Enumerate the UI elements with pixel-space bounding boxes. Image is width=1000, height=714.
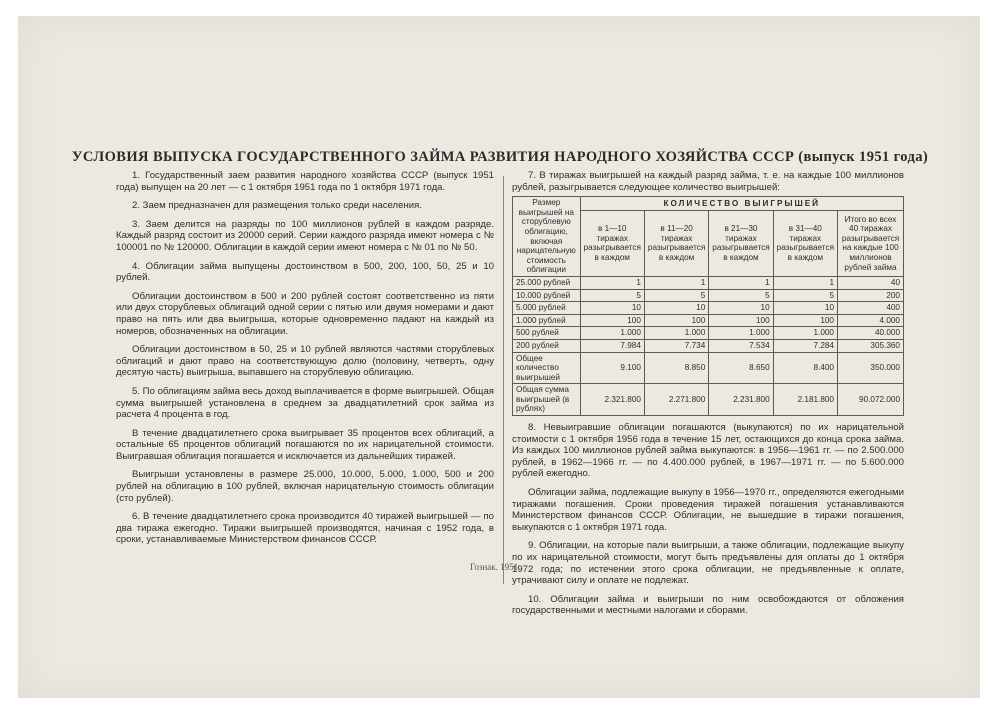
paragraph-9: 9. Облигации, на которые пали выигрыши, а также облигации, подлежащие выкупу по их нарицательной стоимости, могут быть предъявлены для оплаты до 1 октября 1972 года; по истечении этого срока облигации, не предъявленные к оплате, утрачивают силу и оплате не подлежат. bbox=[512, 540, 904, 587]
table-cell: 2.321.800 bbox=[580, 384, 644, 416]
printer-imprint: Гознак. 1951. bbox=[470, 562, 521, 572]
column-header: в 1—10 тиражах разыгрывается в каждом bbox=[580, 210, 644, 276]
table-cell: 5 bbox=[644, 289, 708, 302]
table-cell: 1.000 bbox=[580, 327, 644, 340]
table-cell: 1.000 bbox=[709, 327, 773, 340]
table-row bbox=[513, 302, 904, 315]
paragraph-8: 8. Невыигравшие облигации погашаются (выкупаются) по их нарицательной стоимости с 1 октября 1956 года в течение 15 лет, остающихся до конца срока займа. Из каждых 100 миллионов рублей займа выкупаются: в 1956—1961 гг. — по 2.500.000 рублей, в 1962—1966 гг. — по 4.400.000 рублей, в 1967—1971 гг. — по 5.600.000 рублей ежегодно. bbox=[512, 422, 904, 480]
table-cell: 8.650 bbox=[709, 352, 773, 384]
column-header: в 31—40 тиражах разыгрывается в каждом bbox=[773, 210, 837, 276]
table-corner-header: Размер выигрышей на сторублевую облигацию, включая нарицательную стоимость облигации bbox=[513, 197, 581, 277]
table-cell: 1.000 bbox=[644, 327, 708, 340]
table-cell: 5 bbox=[773, 289, 837, 302]
table-cell: 1 bbox=[709, 276, 773, 289]
table-cell: 5 bbox=[709, 289, 773, 302]
row-label: Общая сумма выигрышей (в рублях) bbox=[513, 384, 581, 416]
table-cell: 100 bbox=[709, 314, 773, 327]
paragraph-6: 6. В течение двадцатилетнего срока производится 40 тиражей выигрышей — по два тиража ежегодно. Тиражи выигрышей производятся, начиная с 1952 года, в сроки, устанавливаемые Министерством финансов СССР. bbox=[116, 511, 494, 546]
table-cell: 2.271.800 bbox=[644, 384, 708, 416]
table-cell: 1 bbox=[644, 276, 708, 289]
table-cell: 1 bbox=[580, 276, 644, 289]
paragraph-4b: Облигации достоинством в 50, 25 и 10 рублей являются частями сторублевых облигаций и дают право на соответствующую долю (половину, четверть, одну десятую часть) выигрыша, выпавшего на сторублевую облигацию. bbox=[116, 344, 494, 379]
table-cell: 8.400 bbox=[773, 352, 837, 384]
table-cell: 10 bbox=[709, 302, 773, 315]
table-cell: 4.000 bbox=[838, 314, 904, 327]
row-label: 25.000 рублей bbox=[513, 276, 581, 289]
paragraph-2: 2. Заем предназначен для размещения только среди населения. bbox=[132, 200, 422, 212]
row-label: 1.000 рублей bbox=[513, 314, 581, 327]
paragraph-7: 7. В тиражах выигрышей на каждый разряд займа, т. е. на каждые 100 миллионов рублей, разыгрывается следующее количество выигрышей: bbox=[512, 170, 904, 193]
row-label: Общее количество выигрышей bbox=[513, 352, 581, 384]
column-header: в 21—30 тиражах разыгрывается в каждом bbox=[709, 210, 773, 276]
left-column bbox=[116, 170, 494, 553]
table-row bbox=[513, 314, 904, 327]
table-cell: 90.072.000 bbox=[838, 384, 904, 416]
table-cell: 7.984 bbox=[580, 339, 644, 352]
table-cell: 2.181.800 bbox=[773, 384, 837, 416]
paragraph-3: 3. Заем делится на разряды по 100 миллионов рублей в каждом разряде. Каждый разряд состоит из 20000 серий. Серии каждого разряда имеют номера с № 100001 по № 120000. Облигации в каждой серии имеют номера с № 01 по № 50. bbox=[116, 218, 494, 253]
table-total-count-row bbox=[513, 352, 904, 384]
table-cell: 7.534 bbox=[709, 339, 773, 352]
right-column bbox=[512, 170, 904, 624]
table-cell: 10 bbox=[773, 302, 837, 315]
paragraph-5a: В течение двадцатилетнего срока выигрывает 35 процентов всех облигаций, а остальные 65 процентов облигаций погашаются по их нарицательной стоимости. Выигравшая облигация погашается и исключается из дальнейших тиражей. bbox=[116, 427, 494, 462]
table-cell: 100 bbox=[773, 314, 837, 327]
table-cell: 1.000 bbox=[773, 327, 837, 340]
column-divider bbox=[503, 176, 504, 584]
paragraph-8a: Облигации займа, подлежащие выкупу в 1956—1970 гг., определяются ежегодными тиражами погашения. Сроки проведения тиражей погашения устанавливаются Министерством финансов СССР. Облигации, не вышедшие в тиражи погашения, выкупаются с 1 октября 1971 года. bbox=[512, 487, 904, 533]
table-cell: 7.284 bbox=[773, 339, 837, 352]
table-cell: 9.100 bbox=[580, 352, 644, 384]
column-header: Итого во всех 40 тиражах разыгрывается на каждые 100 миллионов рублей займа bbox=[838, 210, 904, 276]
table-cell: 350.000 bbox=[838, 352, 904, 384]
table-cell: 40.000 bbox=[838, 327, 904, 340]
row-label: 10.000 рублей bbox=[513, 289, 581, 302]
table-cell: 1 bbox=[773, 276, 837, 289]
table-group-header: КОЛИЧЕСТВО ВЫИГРЫШЕЙ bbox=[580, 197, 903, 211]
paragraph-4a: Облигации достоинством в 500 и 200 рублей состоят соответственно из пяти или двух сторублевых облигаций одной серии с пятью или двумя номерами и дают право на пять или два выигрыша, которые одновременно падают на каждый из номеров, обозначенных на облигации. bbox=[116, 290, 494, 337]
table-header-row bbox=[513, 197, 904, 211]
table-cell: 10 bbox=[644, 302, 708, 315]
table-row bbox=[513, 276, 904, 289]
table-row bbox=[513, 289, 904, 302]
table-cell: 5 bbox=[580, 289, 644, 302]
table-cell: 200 bbox=[838, 289, 904, 302]
table-cell: 100 bbox=[644, 314, 708, 327]
table-row bbox=[513, 327, 904, 340]
paragraph-5: 5. По облигациям займа весь доход выплачивается в форме выигрышей. Общая сумма выигрышей установлена в среднем за двадцатилетний срок займа из расчета 4 процента в год. bbox=[116, 385, 494, 421]
table-cell: 305.360 bbox=[838, 339, 904, 352]
table-cell: 2.231.800 bbox=[709, 384, 773, 416]
winnings-table bbox=[512, 196, 904, 416]
row-label: 5.000 рублей bbox=[513, 302, 581, 315]
paragraph-4: 4. Облигации займа выпущены достоинством в 500, 200, 100, 50, 25 и 10 рублей. bbox=[116, 260, 494, 284]
table-cell: 400 bbox=[838, 302, 904, 315]
table-cell: 40 bbox=[838, 276, 904, 289]
document-title: УСЛОВИЯ ВЫПУСКА ГОСУДАРСТВЕННОГО ЗАЙМА РАЗВИТИЯ НАРОДНОГО ХОЗЯЙСТВА СССР (выпуск 1951 года) bbox=[71, 149, 929, 165]
table-total-sum-row bbox=[513, 384, 904, 416]
table-row bbox=[513, 339, 904, 352]
table-cell: 10 bbox=[580, 302, 644, 315]
paragraph-5b: Выигрыши установлены в размере 25.000, 10.000, 5.000, 1.000, 500 и 200 рублей на облигацию в 100 рублей, включая нарицательную стоимость облигации (сто рублей). bbox=[116, 469, 494, 504]
column-header: в 11—20 тиражах разыгрывается в каждом bbox=[644, 210, 708, 276]
paragraph-1: 1. Государственный заем развития народного хозяйства СССР (выпуск 1951 года) выпущен на 20 лет — с 1 октября 1951 года по 1 октября 1971 года. bbox=[116, 170, 494, 193]
table-cell: 8.850 bbox=[644, 352, 708, 384]
row-label: 500 рублей bbox=[513, 327, 581, 340]
row-label: 200 рублей bbox=[513, 339, 581, 352]
table-cell: 100 bbox=[580, 314, 644, 327]
paragraph-10: 10. Облигации займа и выигрыши по ним освобождаются от обложения государственными и местными налогами и сборами. bbox=[512, 593, 904, 617]
table-cell: 7.734 bbox=[644, 339, 708, 352]
